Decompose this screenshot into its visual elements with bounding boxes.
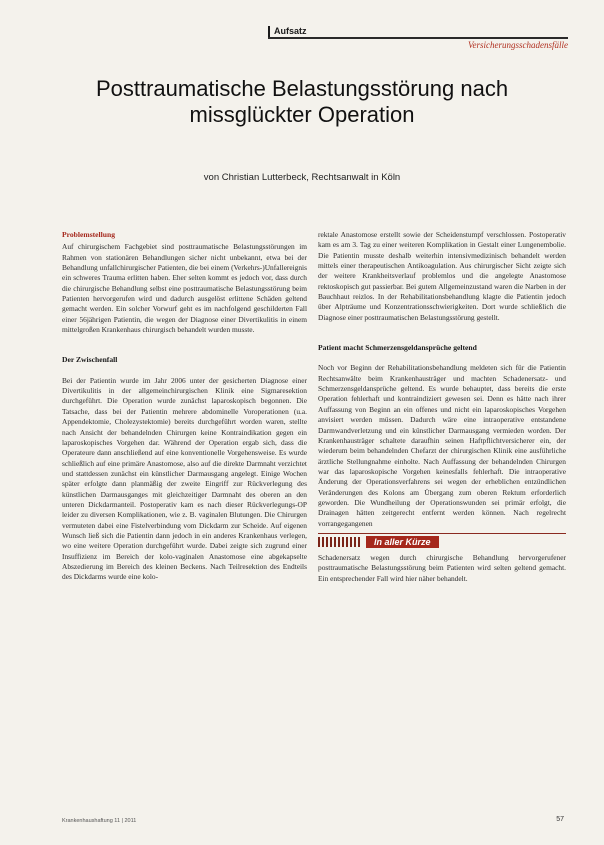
header-rule	[268, 37, 568, 39]
claim-heading: Patient macht Schmerzensgeldansprüche geltend	[318, 343, 477, 353]
footer-journal: Krankenhaushaftung 11 | 2011	[62, 818, 137, 824]
summary-label: In aller Kürze	[366, 536, 439, 548]
article-title: Posttraumatische Belastungsstörung nach missglückter Operation	[95, 76, 509, 127]
summary-banner	[318, 533, 566, 548]
claim-paragraph: Noch vor Beginn der Rehabilitationsbehandlung meldeten sich für die Patientin Rechtsanwälte beim Krankenhausträger und machten Schadenersatz- und Schmerzensgeldansprüche geltend. Es wurde behauptet, dass bereits die erste Operation fehlerhaft und kontraindiziert gewesen sei. Denn es hätte nach ihrer Auffassung von Beginn an ein offenes und nicht ein laparoskopisches Vorgehen anvisiert werden müssen. Dadurch wäre eine intraoperative entstandene Darmwandverletzung und ein künstlicher Darmausgang vermieden worden. Der Krankenhausträger schaltete daraufhin seinen Haftpflichtversicherer ein, der wiederum beim behandelnden Chefarzt der chirurgischen Klinik eine ausführliche ärztliche Stellungnahme einholte. Nach Auffassung der behandelnden Chirurgen war das laparoskopische Vorgehen keinesfalls fehlerhaft. Die intraoperative Änderung der Operationsverfahrens sei wegen der erheblichen entzündlichen Veränderungen des Kolons am Übergang zum oberen Rektum erforderlich geworden. Die Wundheilung der Operationswunden sei primär erfolgt, die Drainagen hätten zeitgerecht entfernt werden können. Nach regelrecht vorrangegangenen	[318, 363, 566, 528]
incident-paragraph: Bei der Patientin wurde im Jahr 2006 unter der gesicherten Diagnose einer Divertikulitis in der allgemeinchirurgischen Klinik eine Sigmaresektion durchgeführt. Die Operation wurde zunächst laparoskopisch begonnen. Die Tatsache, dass bei der Patientin mehrere abdominelle Voroperationen (u.a. Appendektomie, Cholezystektomie) bereits durchgeführt worden waren, stellte nach Ansicht der behandelnden Chirurgen keine Kontraindikation gegen ein laparoskopisches Vorgehen dar. Während der Operation ergab sich, dass die Operateure dann anschließend auf eine konventionelle Vorgehensweise. Es wurde schließlich auf eine primäre Anastomose, also auf die direkte Darmnaht verzichtet und stattdessen zunächst ein künstlicher Darmausgang angelegt. Einige Wochen später erfolgte dann planmäßig der zweite Eingriff zur Rückverlegung des künstlichen Darmausganges mit gleichzeitiger Darmnaht des oberen an den unteren Dickdarmanteil. Postoperativ kam es nach dieser Rückverlegungs-OP leider zu diversen Komplikationen, wie z. B. vaginalen Blutungen. Die Chirurgen vermuteten dabei eine Fistelverbindung vom Dickdarm zur Scheide. Auf eigenen Wunsch ließ sich die Patientin dann jedoch in ein anderes Krankenhaus verlegen, wo eine weitere Operation durchgeführt wurde. Dabei zeigte sich zugrund einer Insuffizienz im Bereich der kolo-vaginalen Anastomose eine abgekapselte Abszedierung im Bereich des kleinen Beckens. Nach Teilresektion des Endteils des Dickdarms wurde eine kolo-	[62, 375, 307, 582]
header-tab-label: Aufsatz	[268, 26, 311, 37]
incident-heading: Der Zwischenfall	[62, 355, 118, 365]
right-column	[318, 230, 566, 584]
header-section-label: Versicherungsschadensfälle	[468, 40, 568, 50]
left-column	[62, 230, 307, 583]
summary-stripe-decoration	[318, 537, 362, 547]
problem-heading: Problemstellung	[62, 230, 116, 239]
summary-paragraph: Schadenersatz wegen durch chirurgische Behandlung hervorgerufener posttraumatische Belastungsstörung beim Patienten wird selten geltend gemacht. Ein entsprechender Fall wird hier näher behandelt.	[318, 552, 566, 583]
page-number: 57	[556, 816, 564, 823]
problem-paragraph: Auf chirurgischem Fachgebiet sind posttraumatische Belastungsstörungen im Rahmen von stationären Behandlungen sicher nicht unbekannt, etwa bei der Behandlung unfallchirurgischer Patienten, die bei einem (Verkehrs-)Unfallereignis ein schweres Trauma erlitten haben. Eher selten kommt es jedoch vor, dass durch die chirurgische Behandlung selbst eine posttraumatische Belastungsstörung beim Patienten hervorgerufen wird und dadurch ausgelöst erlittene Schäden geltend gemacht werden. Ein solcher Vorwurf geht es im nachfolgend geschilderten Fall einer 56jährigen Patientin, die wegen der Diagnose einer Divertikulitis in einem mittelgroßen Krankenhaus chirurgisch behandelt wurden musste.	[62, 242, 307, 335]
continued-paragraph: rektale Anastomose erstellt sowie der Scheidenstumpf verschlossen. Postoperativ kam es am 3. Tag zu einer weiteren Komplikation in Gestalt einer Lungenembolie. Die Patientin musste deshalb weiterhin intensivmedizinisch behandelt werden mittels einer therapeutischen Antikoagulation. Aus chirurgischer Sicht zeigte sich der weitere Krankheitsverlauf problemlos und die angelegte Anastomose rektoskopisch gut passierbar. Bei gutem Allgemeinzustand waren die Narben in der Bauchhaut reizlos. In der Rehabilitationsbehandlung klagte die Patientin jedoch über Alpträume und Konzentrationsschwierigkeiten. Dort wurde schließlich die Diagnose einer posttraumatischen Belastungsstörung gestellt.	[318, 230, 566, 322]
author-line: von Christian Lutterbeck, Rechtsanwalt in Köln	[203, 172, 401, 183]
section-spacer	[318, 323, 566, 343]
section-spacer	[62, 335, 307, 355]
